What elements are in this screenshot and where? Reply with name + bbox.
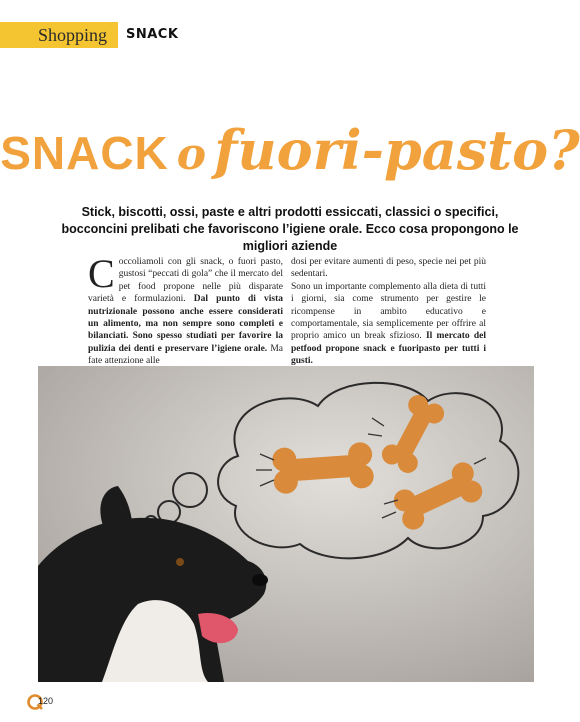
dog-illustration <box>38 366 534 682</box>
page-title <box>0 118 580 182</box>
dog-nose <box>252 574 268 586</box>
title-part-o: o <box>176 129 207 180</box>
subtitle: Stick, biscotti, ossi, paste e altri prodotti essiccati, classici o specifici, bocconcini prelibati che favoriscono l’igiene orale. Ecco cosa propongono le migliori aziende <box>61 205 519 253</box>
col1-text-b: Ma fate attenzione alle <box>88 343 283 367</box>
section-tag: SNACK <box>126 27 179 42</box>
drop-cap: C <box>88 251 115 296</box>
col1-text-a: occoliamoli con gli snack, o fuori pasto, gustosi “peccati di gola” che il mercato del pet food propone nelle più disparate varietà e formulazioni. <box>88 257 283 305</box>
page-number: 120 <box>38 696 54 706</box>
dog-photo <box>38 366 534 682</box>
title-part-fuori-pasto: fuori-pasto? <box>214 118 580 182</box>
title-part-snack: SNACK <box>0 127 169 179</box>
dog-eye <box>176 558 184 566</box>
body-column-1 <box>88 251 283 368</box>
col2-text-b: Sono un importante complemento alla dieta di tutti i giorni, sia come strumento per gestire le ricompense in ambito educativo e comportamentale, sia semplicemente per offrire al proprio amico un break sfizioso. <box>291 281 486 342</box>
col2-text-a: dosi per evitare aumenti di peso, specie nei pet più sedentari. <box>291 257 486 280</box>
col2-text-bold: Il mercato del petfood propone snack e fuoripasto per tutti i gusti. <box>291 331 487 367</box>
section-label: Shopping <box>38 25 108 45</box>
col1-text-bold: Dal punto di vista nutrizionale possono anche essere considerati un alimento, ma non sempre sono completi e bilanciati. Sono spesso studiati per favorire la pulizia dei denti e preservare l’igiene orale. <box>88 294 283 354</box>
body-column-2 <box>291 256 486 368</box>
